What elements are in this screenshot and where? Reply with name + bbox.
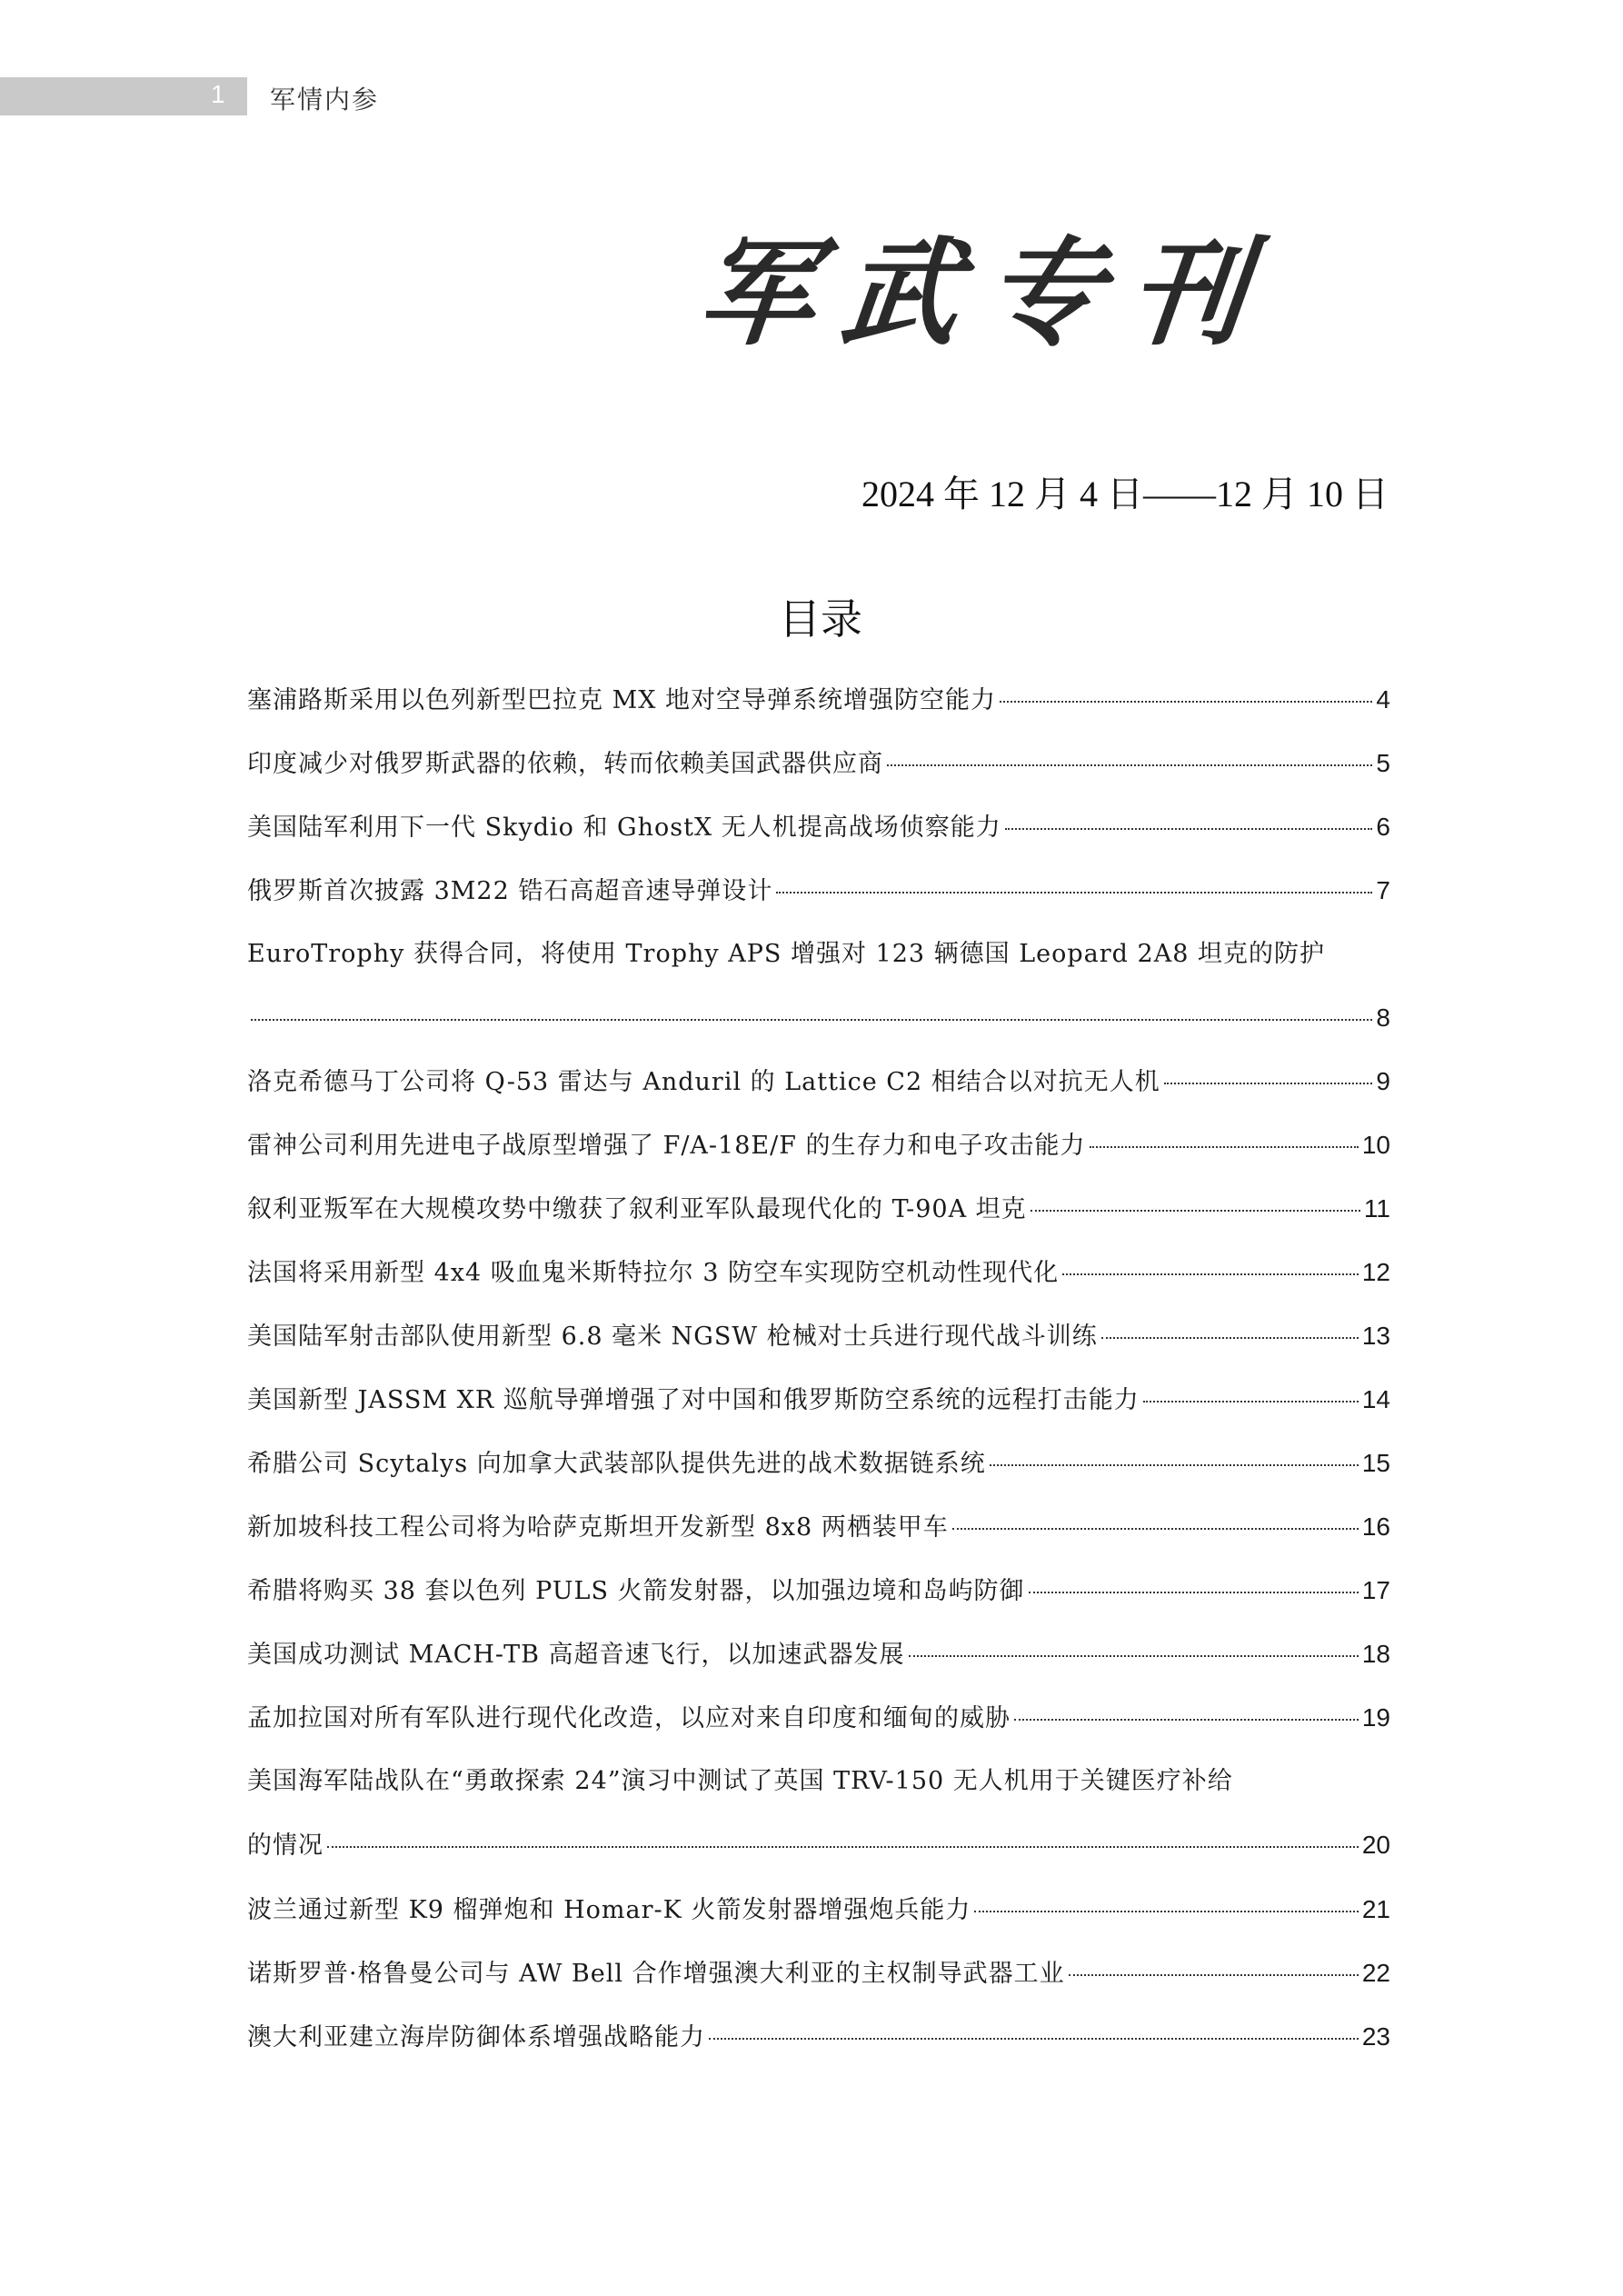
- toc-entry[interactable]: [247, 1177, 1390, 1241]
- toc-entry-page: 19: [1361, 1703, 1390, 1732]
- toc-entry-title: 印度减少对俄罗斯武器的依赖，转而依赖美国武器供应商: [247, 750, 883, 778]
- toc-entry-page: 23: [1361, 2022, 1390, 2051]
- toc-entry-page: 4: [1376, 685, 1390, 714]
- toc-entry[interactable]: [247, 2005, 1390, 2069]
- toc-entry-title: 叙利亚叛军在大规模攻势中缴获了叙利亚军队最现代化的 T-90A 坦克: [247, 1195, 1027, 1223]
- toc-entry[interactable]: [247, 1368, 1390, 1432]
- toc-entry[interactable]: [247, 1241, 1390, 1304]
- toc-entry[interactable]: [247, 1878, 1390, 1942]
- toc-entry-title: 塞浦路斯采用以色列新型巴拉克 MX 地对空导弹系统增强防空能力: [247, 686, 997, 714]
- toc-entry[interactable]: [247, 859, 1390, 923]
- table-of-contents: [247, 668, 1390, 2069]
- toc-leader-dots: [1031, 1210, 1360, 1212]
- main-title: 军武专刊: [691, 225, 1280, 362]
- toc-entry[interactable]: [247, 923, 1390, 1050]
- toc-entry-title: 美国陆军利用下一代 Skydio 和 GhostX 无人机提高战场侦察能力: [247, 814, 1001, 842]
- toc-entry-page: 15: [1361, 1449, 1390, 1477]
- toc-entry-page: 10: [1361, 1131, 1390, 1159]
- toc-entry-title: 新加坡科技工程公司将为哈萨克斯坦开发新型 8x8 两栖装甲车: [247, 1513, 949, 1542]
- toc-leader-dots: [1005, 828, 1373, 830]
- toc-entry-page: 12: [1361, 1258, 1390, 1286]
- toc-leader-dots: [974, 1911, 1358, 1912]
- page-number: 1: [211, 80, 225, 108]
- toc-entry-title: 美国陆军射击部队使用新型 6.8 毫米 NGSW 枪械对士兵进行现代战斗训练: [247, 1323, 1098, 1351]
- toc-leader-dots: [327, 1846, 1359, 1848]
- toc-entry-title: 法国将采用新型 4x4 吸血鬼米斯特拉尔 3 防空车实现防空机动性现代化: [247, 1259, 1060, 1287]
- toc-entry-page: 9: [1376, 1067, 1390, 1095]
- toc-leader-dots: [909, 1655, 1359, 1657]
- toc-entry-title: 希腊将购买 38 套以色列 PULS 火箭发射器，以加强边境和岛屿防御: [247, 1577, 1025, 1605]
- toc-leader-dots: [251, 1019, 1372, 1021]
- toc-heading: 目录: [779, 594, 862, 644]
- toc-leader-dots: [1069, 1974, 1359, 1976]
- toc-entry[interactable]: [247, 1304, 1390, 1368]
- toc-entry[interactable]: [247, 668, 1390, 732]
- toc-entry-page: 20: [1361, 1831, 1390, 1859]
- toc-entry-title: 波兰通过新型 K9 榴弹炮和 Homar-K 火箭发射器增强炮兵能力: [247, 1896, 971, 1924]
- toc-entry-page: 11: [1363, 1194, 1390, 1223]
- toc-entry-page: 5: [1376, 749, 1390, 777]
- toc-entry-page: 18: [1361, 1640, 1390, 1668]
- toc-entry-page: 6: [1376, 813, 1390, 841]
- date-range: 2024 年 12 月 4 日——12 月 10 日: [861, 474, 1389, 514]
- toc-entry[interactable]: [247, 1559, 1390, 1622]
- toc-leader-dots: [952, 1528, 1359, 1530]
- toc-entry-page: 14: [1361, 1385, 1390, 1413]
- toc-entry-page: 7: [1376, 876, 1390, 904]
- toc-entry-title: 美国新型 JASSM XR 巡航导弹增强了对中国和俄罗斯防空系统的远程打击能力: [247, 1386, 1140, 1414]
- toc-entry[interactable]: [247, 1050, 1390, 1113]
- toc-leader-dots: [1029, 1592, 1359, 1593]
- toc-leader-dots: [887, 764, 1372, 766]
- toc-leader-dots: [1143, 1401, 1359, 1403]
- toc-leader-dots: [1101, 1337, 1359, 1339]
- toc-entry-title: 希腊公司 Scytalys 向加拿大武装部队提供先进的战术数据链系统: [247, 1450, 986, 1478]
- toc-entry[interactable]: [247, 1432, 1390, 1495]
- toc-entry-title: 俄罗斯首次披露 3M22 锆石高超音速导弹设计: [247, 877, 773, 905]
- toc-entry[interactable]: [247, 732, 1390, 795]
- toc-leader-dots: [709, 2038, 1359, 2040]
- toc-entry-title: 洛克希德马丁公司将 Q-53 雷达与 Anduril 的 Lattice C2 相结合以对抗无人机: [247, 1068, 1160, 1096]
- toc-entry-page: 22: [1361, 1959, 1390, 1987]
- toc-entry-page: 16: [1361, 1512, 1390, 1541]
- toc-entry-title-cont: 的情况: [247, 1832, 324, 1860]
- toc-entry-title: 诺斯罗普·格鲁曼公司与 AW Bell 合作增强澳大利亚的主权制导武器工业: [247, 1960, 1065, 1988]
- toc-leader-dots: [1014, 1719, 1359, 1721]
- toc-entry-title: 澳大利亚建立海岸防御体系增强战略能力: [247, 2023, 705, 2051]
- toc-entry-title: 孟加拉国对所有军队进行现代化改造，以应对来自印度和缅甸的威胁: [247, 1704, 1011, 1732]
- toc-entry[interactable]: [247, 1495, 1390, 1559]
- toc-leader-dots: [1164, 1083, 1373, 1084]
- toc-leader-dots: [1000, 701, 1372, 703]
- header-title: 军情内参: [270, 85, 380, 115]
- toc-leader-dots: [1062, 1273, 1359, 1275]
- toc-leader-dots: [1090, 1146, 1359, 1148]
- toc-leader-dots: [776, 892, 1372, 893]
- toc-entry[interactable]: [247, 1942, 1390, 2005]
- toc-entry-page: 21: [1361, 1895, 1390, 1923]
- toc-entry[interactable]: [247, 1686, 1390, 1750]
- toc-leader-dots: [990, 1464, 1359, 1466]
- toc-entry[interactable]: [247, 795, 1390, 859]
- toc-entry-title: 美国海军陆战队在“勇敢探索 24”演习中测试了英国 TRV-150 无人机用于关键医疗补给: [247, 1767, 1233, 1795]
- toc-entry-title: EuroTrophy 获得合同，将使用 Trophy APS 增强对 123 辆德国 Leopard 2A8 坦克的防护: [247, 940, 1325, 968]
- toc-entry[interactable]: [247, 1622, 1390, 1686]
- toc-entry[interactable]: [247, 1113, 1390, 1177]
- toc-entry-page: 8: [1376, 1003, 1390, 1032]
- toc-entry-page: 13: [1361, 1322, 1390, 1350]
- toc-entry[interactable]: [247, 1750, 1390, 1878]
- toc-entry-title: 美国成功测试 MACH-TB 高超音速飞行，以加速武器发展: [247, 1641, 905, 1669]
- toc-entry-title: 雷神公司利用先进电子战原型增强了 F/A-18E/F 的生存力和电子攻击能力: [247, 1132, 1086, 1160]
- toc-entry-page: 17: [1361, 1576, 1390, 1604]
